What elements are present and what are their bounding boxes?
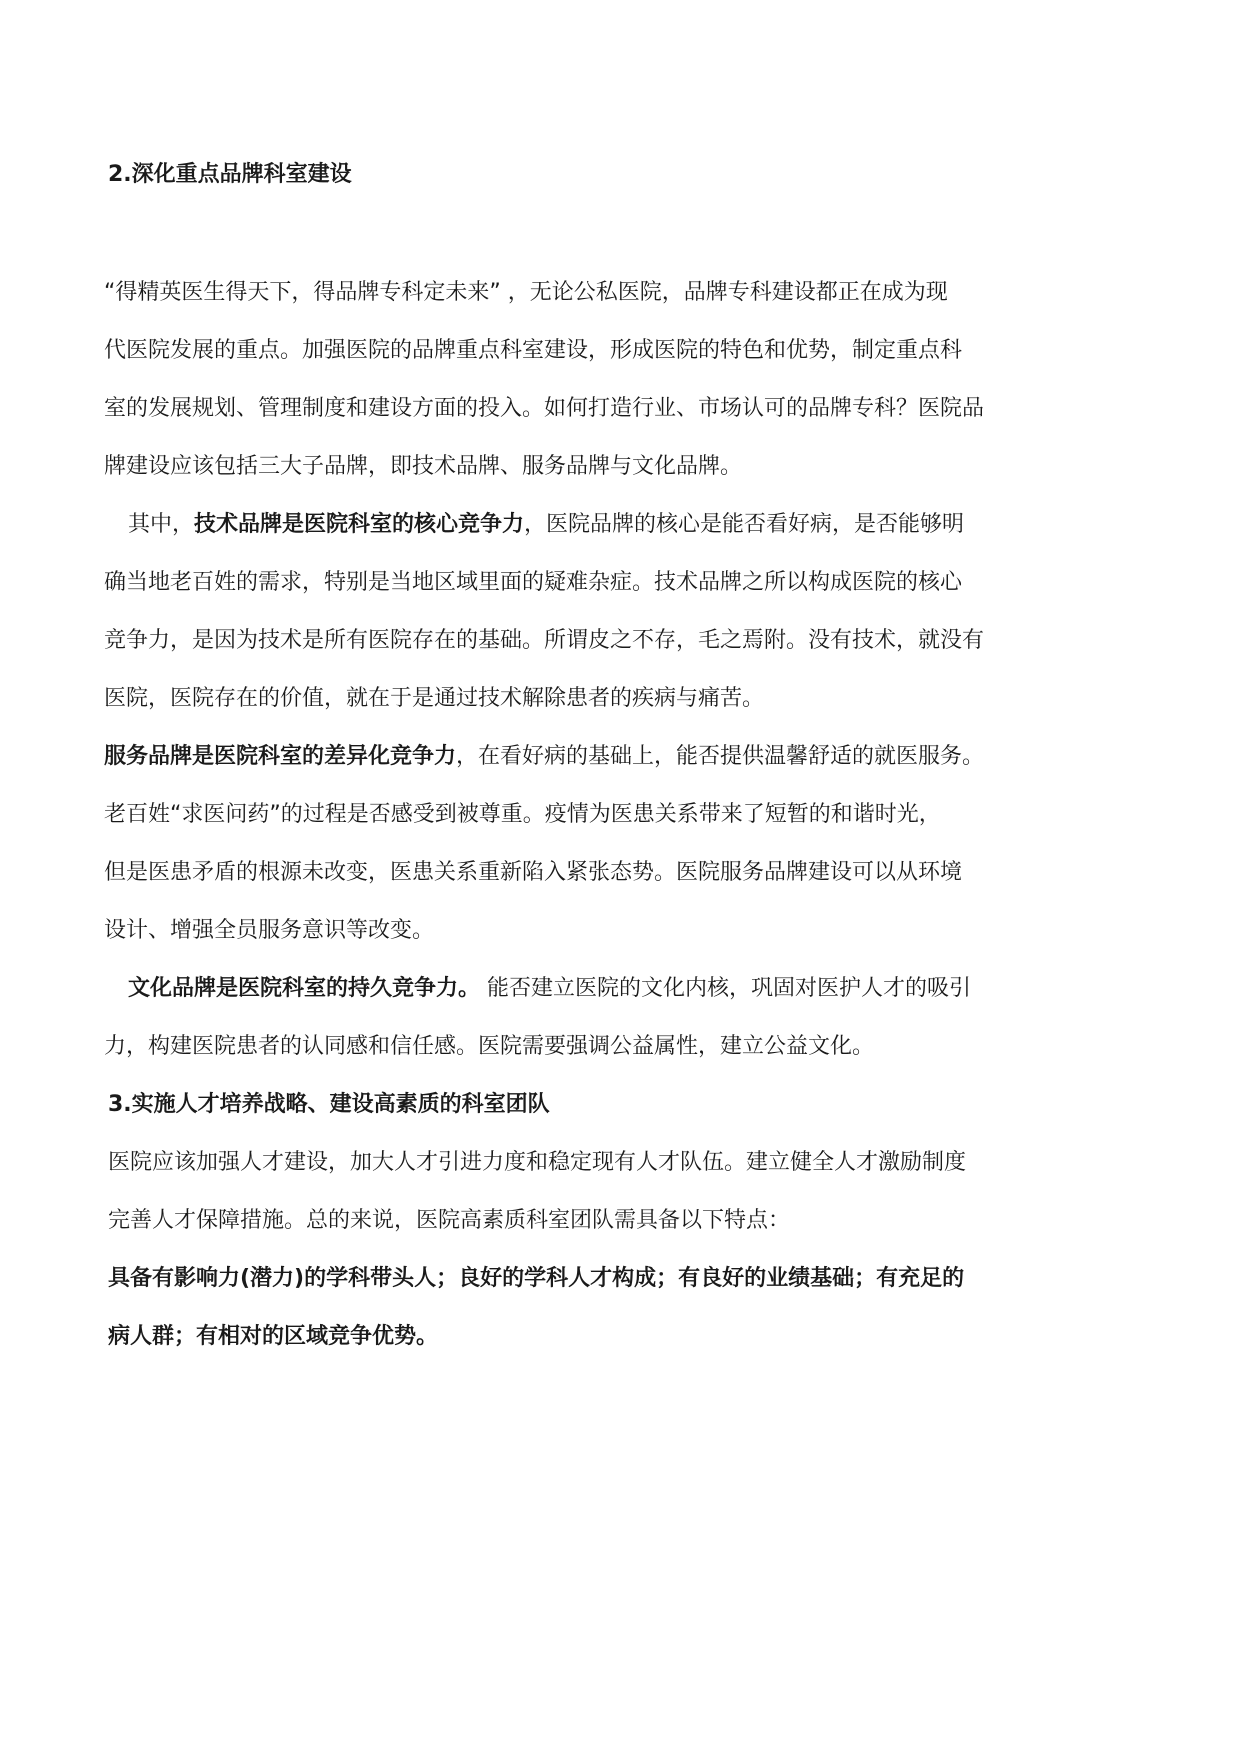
section-3-heading: 3.实施人才培养战略、建设高素质的科室团队 [108,1092,550,1117]
section3-para-line1: 医院应该加强人才建设，加大人才引进力度和稳定现有人才队伍。建立健全人才激励制度 [108,1150,967,1175]
para2-line1-rest: ，医院品牌的核心是能否看好病，是否能够明 [524,512,965,537]
characteristics-line1: 具备有影响力(潜力)的学科带头人；良好的学科人才构成；有良好的业绩基础；有充足的 [108,1266,965,1291]
para2-line1 [128,510,964,540]
characteristics-line2: 病人群；有相对的区域竞争优势。 [108,1324,439,1349]
para3-line1-rest: ，在看好病的基础上，能否提供温馨舒适的就医服务。 [456,744,985,769]
culture-brand-emphasis: 文化品牌是医院科室的持久竞争力。 [128,976,481,1001]
tech-brand-emphasis: 技术品牌是医院科室的核心竞争力 [194,512,525,537]
para3-line3: 但是医患矛盾的根源未改变，医患关系重新陷入紧张态势。医院服务品牌建设可以从环境 [104,860,963,885]
service-brand-emphasis: 服务品牌是医院科室的差异化竞争力 [104,744,457,769]
para1-line3: 室的发展规划、管理制度和建设方面的投入。如何打造行业、市场认可的品牌专科？医院品 [104,396,985,421]
para3-line2: 老百姓“求医问药”的过程是否感受到被尊重。疫情为医患关系带来了短暂的和谐时光， [104,802,941,827]
section3-para-line2: 完善人才保障措施。总的来说，医院高素质科室团队需具备以下特点： [108,1208,791,1233]
para3-line4: 设计、增强全员服务意识等改变。 [104,918,435,943]
para1-line4: 牌建设应该包括三大子品牌，即技术品牌、服务品牌与文化品牌。 [104,454,743,479]
para3-line1 [104,742,984,772]
para2-line2: 确当地老百姓的需求，特别是当地区域里面的疑难杂症。技术品牌之所以构成医院的核心 [104,570,963,595]
para4-line1 [128,974,971,1004]
para1-line1: “得精英医生得天下，得品牌专科定未来” ，无论公私医院，品牌专科建设都正在成为现 [104,280,948,305]
para2-intro: 其中， [128,512,195,537]
para2-line4: 医院，医院存在的价值，就在于是通过技术解除患者的疾病与痛苦。 [104,686,765,711]
para2-line3: 竞争力，是因为技术是所有医院存在的基础。所谓皮之不存，毛之焉附。没有技术，就没有 [104,628,985,653]
para4-line1-rest: 能否建立医院的文化内核，巩固对医护人才的吸引 [480,976,972,1001]
para1-line2: 代医院发展的重点。加强医院的品牌重点科室建设，形成医院的特色和优势，制定重点科 [104,338,963,363]
section-2-heading: 2.深化重点品牌科室建设 [108,162,352,187]
para4-line2: 力，构建医院患者的认同感和信任感。医院需要强调公益属性，建立公益文化。 [104,1034,875,1059]
